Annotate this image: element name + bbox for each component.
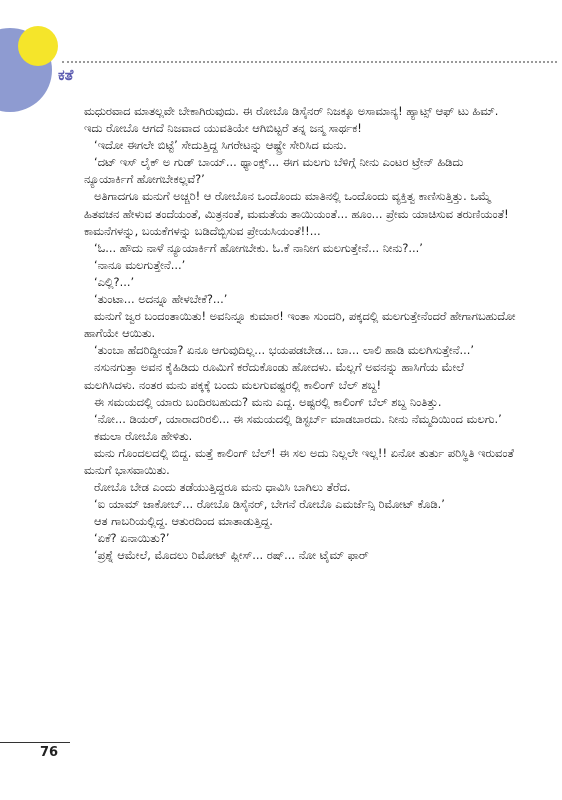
paragraph: ‘ನಾನೂ ಮಲಗುತ್ತೇನೆ...’ [94,257,186,272]
paragraph: ‘ಐ ಯಾಮ್ ಜಾಕೋಬ್... ರೋಬೊ ಡಿಸೈನರ್, ಬೇಗನೆ ರೋಬೊ ಎಮರ್ಜೆನ್ಸಿ ರಿಮೋಟ್ ಕೊಡಿ.’ [94,497,445,512]
paragraph: ನಸುನಗುತ್ತಾ ಅವನ ಕೈಹಿಡಿದು ರೂಮಿಗೆ ಕರೆದುಕೊಂಡು ಹೋದಳು. ಮೆಲ್ಲಗೆ ಅವನನ್ನು ಹಾಸಿಗೆಯ ಮೇಲೆ ಮಲಗಿಸಿದಳು. ನಂತರ ಮನು ಪಕ್ಕಕ್ಕೆ ಬಂದು ಮಲಗುವಷ್ಟರಲ್ಲಿ ಕಾಲಿಂಗ್ ಬೆಲ್ ಶಬ್ದ! [84,360,464,392]
paragraph: ಮಧುರವಾದ ಮಾತಲ್ಲವೇ ಬೇಕಾಗಿರುವುದು. ಈ ರೋಬೊ ಡಿಸೈನರ್ ನಿಜಕ್ಕೂ ಅಸಾಮಾನ್ಯ! ಹ್ಯಾಟ್ಸ್ ಆಫ್ ಟು ಹಿಮ್. ಇದು ರೋಬೊ ಆಗದೆ ನಿಜವಾದ ಯುವತಿಯೇ ಆಗಿಬಿಟ್ಟರೆ ತನ್ನ ಜನ್ಮ ಸಾರ್ಥಕ! [84,104,499,136]
paragraph: ‘ಇದೋ ಈಗಲೇ ಬಿಟ್ಟೆ’ ಸೇದುತ್ತಿದ್ದ ಸಿಗರೇಟನ್ನು ಆಷ್ಟ್ರೇ ಸೇರಿಸಿದ ಮನು. [94,138,347,153]
paragraph: ಮನು ಗೊಂದಲದಲ್ಲಿ ಬಿದ್ದ. ಮತ್ತೆ ಕಾಲಿಂಗ್ ಬೆಲ್! ಈ ಸಲ ಅದು ನಿಲ್ಲಲೇ ಇಲ್ಲ!! ಏನೋ ತುರ್ತು ಪರಿಸ್ಥಿತಿ ಇರುವಂತೆ ಮನುಗೆ ಭಾಸವಾಯಿತು. [84,445,514,477]
paragraph: ಕಮಲಾ ರೋಬೊ ಹೇಳಿತು. [94,428,193,443]
paragraph: ‘ಪ್ರಶ್ನೆ ಆಮೇಲೆ, ಮೊದಲು ರಿಮೋಟ್ ಪ್ಲೀಸ್... ರಷ್... ನೋ ಟೈಮ್ ಫಾರ್ [94,548,369,563]
paragraph: ‘ಎಲ್ಲಿ?...’ [94,274,135,289]
paragraph: ಅತಿಗಾದಗೂ ಮನುಗೆ ಅಚ್ಚರಿ! ಆ ರೋಬೊನ ಒಂದೊಂದು ಮಾತಿನಲ್ಲಿ ಒಂದೊಂದು ವ್ಯಕ್ತಿತ್ವ ಕಾಣಿಸುತ್ತಿತ್ತು. ಒಮ್ಮೆ ಹಿತವಚನ ಹೇಳುವ ತಂದೆಯಂತೆ, ಮಿತ್ರನಂತೆ, ಮಮತೆಯ ತಾಯಿಯಂತೆ... ಹೂಂ... ಪ್ರೇಮ ಯಾಚಿಸುವ ತರುಣಿಯಂತೆ! ಕಾಮನೆಗಳನ್ನು, ಬಯಕೆಗಳನ್ನು ಬಡಿದೆಬ್ಬಿಸುವ ಪ್ರೇಯಸಿಯಂತೆ!!... [84,189,509,238]
paragraph: ‘ತುಂಟಾ... ಅದನ್ನೂ ಹೇಳಬೇಕೆ?...’ [94,292,228,307]
paragraph: ‘ತುಂಬಾ ಹೆದರಿದ್ದೀಯಾ? ಏನೂ ಆಗುವುದಿಲ್ಲ... ಭಯಪಡಬೇಡ... ಬಾ... ಲಾಲಿ ಹಾಡಿ ಮಲಗಿಸುತ್ತೇನೆ...’ [94,343,474,358]
paragraph: ಆತ ಗಾಬರಿಯಲ್ಲಿದ್ದ. ಆತುರದಿಂದ ಮಾತಾಡುತ್ತಿದ್ದ. [94,514,273,529]
paragraph: ಮನುಗೆ ಜ್ವರ ಬಂದಂತಾಯಿತು! ಅವನಿನ್ನೂ ಕುಮಾರ! ಇಂತಾ ಸುಂದರಿ, ಪಕ್ಕದಲ್ಲಿ ಮಲಗುತ್ತೇನೆಂದರೆ ಹೇಗಾಗಬಹುದೋ ಹಾಗೆಯೇ ಆಯಿತು. [84,309,516,341]
paragraph: ‘ದಟ್ ಇಸ್ ಲೈಕ್ ಅ ಗುಡ್ ಬಾಯ್... ಥ್ಯಾಂಕ್ಸ್... ಈಗ ಮಲಗು ಬೆಳಿಗ್ಗೆ ನೀನು ಎಂಟರ ಟ್ರೇನ್ ಹಿಡಿದು ನ್ಯೂಯಾರ್ಕಿಗೆ ಹೋಗಬೇಕಲ್ಲವೆ?’ [84,155,464,187]
section-label: ಕತೆ [58,66,74,84]
story-body [84,103,516,565]
decorative-yellow-circle [18,26,58,66]
paragraph: ‘ಓ... ಹೌದು ನಾಳೆ ನ್ಯೂಯಾರ್ಕಿಗೆ ಹೋಗಬೇಕು. ಓ.ಕೆ ನಾನೀಗ ಮಲಗುತ್ತೇನೆ... ನೀನು?...’ [94,240,423,255]
paragraph: ‘ನೋ... ಡಿಯರ್, ಯಾರಾದರಿರಲಿ... ಈ ಸಮಯದಲ್ಲಿ ಡಿಸ್ಟರ್ಬ್ ಮಾಡಬಾರದು. ನೀನು ನೆಮ್ಮದಿಯಿಂದ ಮಲಗು.’ [94,411,502,426]
dotted-header-rule [62,61,557,63]
paragraph: ಈ ಸಮಯದಲ್ಲಿ ಯಾರು ಬಂದಿರಬಹುದು? ಮನು ಎದ್ದ. ಅಷ್ಟರಲ್ಲಿ ಕಾಲಿಂಗ್ ಬೆಲ್ ಶಬ್ದ ನಿಂತಿತ್ತು. [94,394,442,409]
page-number: 76 [40,745,59,760]
paragraph: ‘ಏಕೆ? ಏನಾಯಿತು?’ [94,531,170,546]
page-number-rule [0,742,70,743]
paragraph: ರೋಬೊ ಬೇಡ ಎಂದು ತಡೆಯುತ್ತಿದ್ದರೂ ಮನು ಧಾವಿಸಿ ಬಾಗಿಲು ತೆರೆದ. [94,480,351,495]
